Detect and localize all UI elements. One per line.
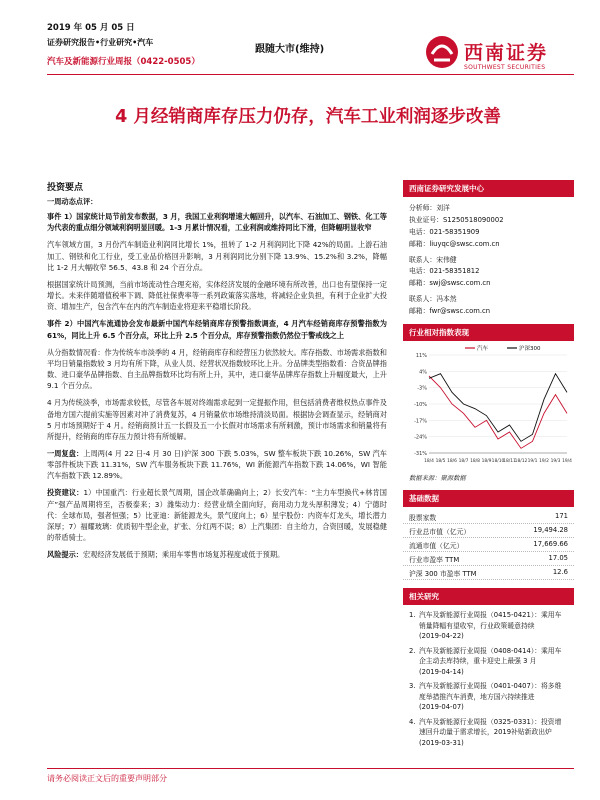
footer-rule <box>47 768 574 769</box>
risk-warning <box>47 549 387 560</box>
market-key: 沪深 300 市盈率 TTM <box>409 569 477 578</box>
contact1-label: 联系人： <box>409 255 437 264</box>
event1-title: 事件 1）国家统计局节前发布数据，3 月，我国工业利润增速大幅回升，以汽车、石油加工、钢铁、化工等为代表的重点细分领域利润明显回暖。1-3 月累计情况看，工业利润或维持同比下滑，但降幅明显收窄 <box>47 212 387 233</box>
chart-title: 行业相对指数表现 <box>403 324 574 341</box>
weekly-review-label: 一周复盘： <box>47 448 84 458</box>
legend-label: 沪深300 <box>519 346 541 353</box>
analyst-name: 刘洋 <box>436 204 450 212</box>
related-title-text: 汽车及新能源行业周报（0408-0414）：乘用车企主动去库持续，重卡迎史上最强 3 月 <box>419 646 562 666</box>
x-tick-label: 18/10 <box>491 459 505 465</box>
x-tick-label: 18/11 <box>503 459 516 465</box>
market-row <box>403 552 574 566</box>
related-body <box>419 717 568 749</box>
related-item[interactable] <box>403 608 574 644</box>
related-item[interactable] <box>403 644 574 680</box>
header-rule <box>47 74 574 75</box>
related-body <box>419 610 568 642</box>
y-tick-label: 11% <box>415 353 427 360</box>
weekly-review-text: 上周两(4 月 22 日-4 月 30 日)沪深 300 下跌 5.03%，SW 整车板块下跌 10.26%，SW 汽车零部件板块下跌 11.31%，SW 汽车服务板块下跌 11.76%，WI 新能源汽车指数下跌 14.06%，WI 智能汽车指数下跌 12.89%。 <box>47 448 387 481</box>
x-tick-label: 19/3 <box>550 459 561 465</box>
event2-title: 事件 2）中国汽车流通协会发布最新中国汽车经销商库存预警指数调查，4 月汽车经销商库存预警指数为 61%，同比上升 6.5 个百分点，环比上升 2.5 个百分点，库存预警指数仍然位于警戒线之上 <box>47 319 387 340</box>
logo-emblem-icon <box>424 34 460 70</box>
contact2-label: 联系人： <box>409 295 437 304</box>
market-key: 流通市值（亿元） <box>409 541 464 550</box>
footer-disclaimer: 请务必阅读正文后的重要声明部分 <box>47 774 167 783</box>
index-chart <box>403 341 574 471</box>
x-tick-label: 19/4 <box>562 459 572 465</box>
contact1-email[interactable]: swj@swsc.com.cn <box>429 279 491 288</box>
related-title-text: 汽车及新能源行业周报（0401-0407）：将多维度举措推汽车消费，地方国六持续推进 <box>419 682 562 701</box>
series-line-0 <box>429 376 567 448</box>
event2-paragraph-1: 从分指数情况看：作为传统车市淡季的 4 月，经销商库存和经营压力依然较大。库存指数、市场需求指数和平均日销量指数较 3 月均有所下降，从业人员、经营状况指数较环比上升。分品牌类型指数看：合资品牌指数、进口豪华品牌指数、自主品牌指数环比均有所上升，其中，进口豪华品牌库存指数上升幅度最大，上升 9.1 个百分点。 <box>47 347 387 391</box>
contact2-email-label: 邮箱： <box>409 307 430 316</box>
report-date: 2019 年 05 月 05 日 <box>47 23 135 33</box>
email-label: 邮箱： <box>409 239 430 248</box>
market-key: 行业总市值（亿元） <box>409 527 471 536</box>
chart-source: 数据来源：聚源数据 <box>409 475 466 483</box>
market-row <box>403 566 574 580</box>
report-headline: 4 月经销商库存压力仍存，汽车工业利润逐步改善 <box>115 107 501 127</box>
analyst-email[interactable]: liuyqc@swsc.com.cn <box>429 239 500 248</box>
logo-en: SOUTHWEST SECURITIES <box>464 64 546 71</box>
phone-label: 电话： <box>409 227 430 236</box>
market-key: 股票家数 <box>409 513 437 522</box>
x-tick-label: 19/1 <box>527 459 538 465</box>
related-title-text: 汽车及新能源行业周报（0325-0331）：投资增速回升动量于需求增长，2019补贴新政出炉 <box>419 717 562 737</box>
analyst-info <box>403 197 574 324</box>
sidebar <box>403 180 574 753</box>
contact1-phone: 021-58351812 <box>429 267 480 276</box>
related-number: 1. <box>409 611 416 620</box>
related-date: (2019-03-31) <box>419 738 464 747</box>
event2-paragraph-2: 4 月为传统淡季，市场需求较低，尽管各车展对终端需求起到一定提振作用，但包括消费者维权热点事件及备地方国六提前实施等因素对冲了消费复苏，4 月销量依市场维持清淡局面。根据协会调查显示，经销商对 5 月市场预期好于 4 月。经销商预计五一长假及五一小长假对市场需求有所刺激，预计市场需求和销量将有所提升，经销商的库存压力预计将有所缓解。 <box>47 398 387 441</box>
cert-no: S1250518090002 <box>442 215 504 224</box>
market-row <box>403 510 574 524</box>
index-chart-svg <box>403 341 574 471</box>
analyst-label: 分析师： <box>409 204 437 212</box>
event1-paragraph-2: 根据国家统计局预测，当前市场流动性合理充裕，实体经济发展的金融环境有所改善，出口也有望保持一定增长。未来伴随增值税率下调、降低社保费率等一系列政策落实落地，将减轻企业负担，有利于企业扩大投资、增加生产，包含汽车在内的汽车制造业将迎来平稳增长阶段。 <box>47 279 387 312</box>
related-title-text: 汽车及新能源行业周报（0415-0421）：乘用车销量降幅有望收窄，行业政策暖意持续 <box>419 611 562 630</box>
y-tick-label: -3% <box>417 385 427 392</box>
related-research-list <box>403 605 574 753</box>
event1-paragraph-1: 汽车领域方面，3 月份汽车制造业利润同比增长 1%，扭转了 1-2 月利润同比下降 42%的局面。上游石油加工、钢铁和化工行业，受工业品价格回升影响，3 月利润同比分别下降 13.9%、15.2%和 3.2%，降幅比 1-2 月大幅收窄 56.5、43.8 和 24 个百分点。 <box>47 240 387 272</box>
x-tick-label: 19/2 <box>539 459 549 465</box>
y-tick-label: -24% <box>414 434 427 441</box>
investment-strategy <box>47 487 387 543</box>
x-tick-label: 18/8 <box>470 459 480 465</box>
market-key: 行业市盈率 TTM <box>409 555 460 564</box>
market-title: 基础数据 <box>403 490 574 507</box>
rating-label: 跟随大市(维持) <box>255 44 325 55</box>
risk-text: 宏观经济发展低于预期；乘用车零售市场复苏程度或低于预期。 <box>82 550 285 560</box>
report-series: 汽车及新能源行业周报（0422-0505） <box>47 57 200 67</box>
weekly-title: 一周动态点评： <box>47 197 98 206</box>
related-title: 相关研究 <box>403 588 574 605</box>
market-value: 171 <box>555 511 568 520</box>
y-tick-label: 4% <box>419 369 427 376</box>
related-item[interactable] <box>403 679 574 715</box>
company-logo <box>424 34 574 78</box>
series-line-1 <box>429 374 567 442</box>
related-date: (2019-04-14) <box>419 667 464 676</box>
cert-label: 执业证号： <box>409 215 443 224</box>
related-date: (2019-04-22) <box>419 632 464 641</box>
y-tick-label: -10% <box>414 402 427 409</box>
legend-label: 汽车 <box>477 346 489 353</box>
logo-cn: 西南证券 <box>464 42 549 64</box>
x-tick-label: 18/6 <box>447 459 457 465</box>
contact2-email[interactable]: fwr@swsc.com.cn <box>429 307 491 316</box>
strategy-label: 投资建议： <box>47 488 84 498</box>
related-number: 4. <box>409 717 416 726</box>
related-item[interactable] <box>403 715 574 751</box>
x-tick-label: 18/4 <box>424 459 434 465</box>
contact2-name: 冯本然 <box>436 295 457 304</box>
related-body <box>419 681 568 713</box>
x-tick-label: 18/12 <box>514 459 528 465</box>
weekly-review <box>47 448 387 481</box>
y-tick-label: -31% <box>414 451 427 458</box>
market-row <box>403 538 574 552</box>
market-value: 12.6 <box>552 567 568 576</box>
main-content <box>47 196 387 566</box>
team-title: 西南证券研究发展中心 <box>403 180 574 197</box>
x-tick-label: 18/5 <box>435 459 446 465</box>
contact1-email-label: 邮箱： <box>409 279 430 288</box>
market-row <box>403 524 574 538</box>
market-value: 17.05 <box>548 553 568 562</box>
y-tick-label: -17% <box>414 418 427 425</box>
contact1-phone-label: 电话： <box>409 267 430 276</box>
related-date: (2019-04-07) <box>419 703 464 712</box>
related-body <box>419 646 568 678</box>
market-value: 17,669.66 <box>533 539 568 548</box>
strategy-text: 1）中国重汽：行业超长景气周期，国企改革确确向上；2）长安汽车：“主力车型换代+林肯国产”强产品周期将至，否极泰来；3）潍柴动力：经营业绩全面向好，商用动力龙头厚积薄发；4）宁德时代：全球布局，强者恒强；5）比亚迪：新能源龙头，景气度向上；6）星宇股份：内资车灯龙头，增长潜力深厚；7）福耀玻璃：优质韧牛型企业，扩张、分红两不误；8）上汽集团：自主给力，合资回暖，发展稳健的带盾骑士。 <box>47 488 387 543</box>
x-tick-label: 18/9 <box>481 459 492 465</box>
contact1-name: 宋伟健 <box>436 255 457 264</box>
x-tick-label: 18/7 <box>458 459 469 465</box>
market-value: 19,494.28 <box>533 525 568 534</box>
market-data-table <box>403 507 574 588</box>
related-number: 3. <box>409 682 416 691</box>
report-type: 证券研究报告•行业研究•汽车 <box>47 38 154 47</box>
risk-label: 风险提示： <box>47 550 83 560</box>
analyst-phone: 021-58351909 <box>429 227 480 236</box>
section-title: 投资要点 <box>47 183 84 193</box>
related-number: 2. <box>409 646 416 655</box>
